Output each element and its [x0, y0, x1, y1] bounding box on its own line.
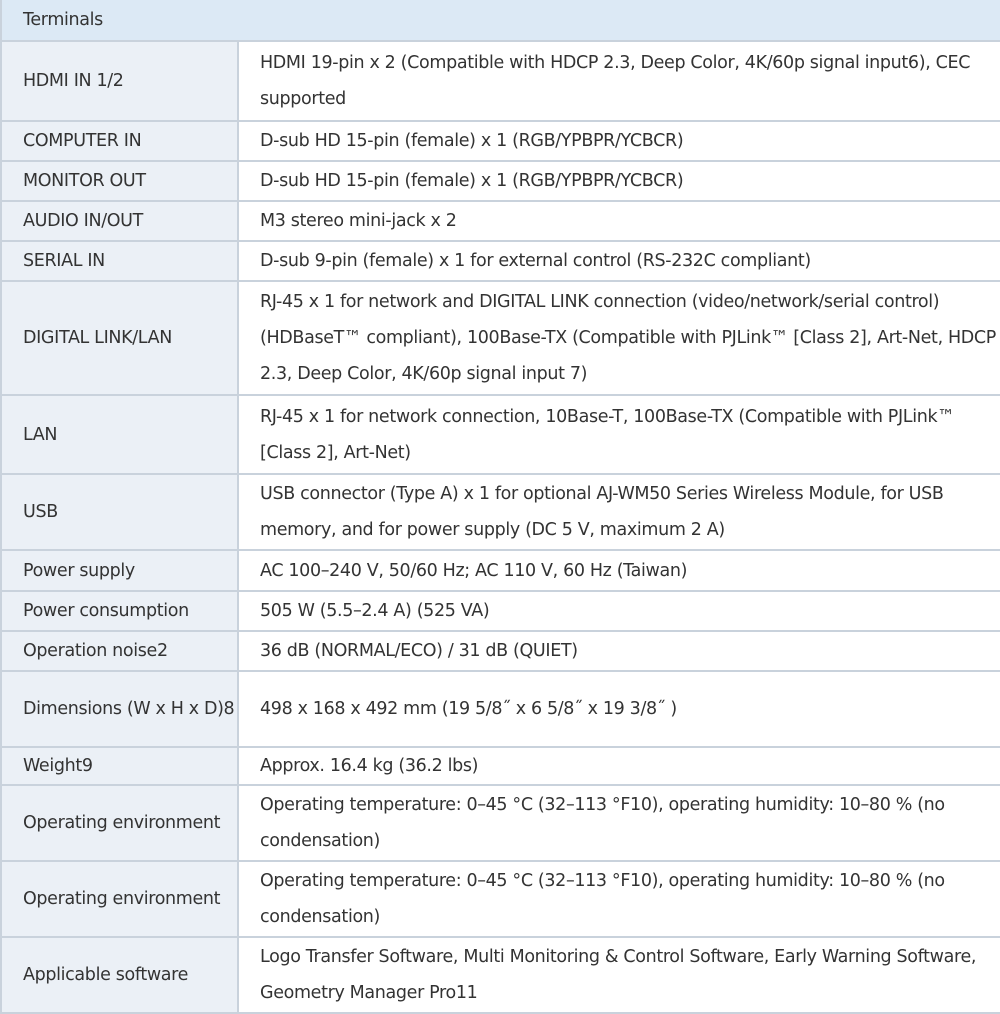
- spec-label: Operation noise2: [1, 631, 238, 671]
- spec-row-operation-noise: [1, 631, 1000, 671]
- spec-value: Operating temperature: 0–45 °C (32–113 °F10), operating humidity: 10–80 % (no condensation): [238, 861, 1000, 937]
- spec-value: D-sub 9-pin (female) x 1 for external control (RS-232C compliant): [238, 241, 1000, 281]
- spec-row-digital-link-lan: [1, 281, 1000, 395]
- spec-label: MONITOR OUT: [1, 161, 238, 201]
- spec-value: RJ-45 x 1 for network connection, 10Base-T, 100Base-TX (Compatible with PJLink™ [Class 2], Art-Net): [238, 395, 1000, 474]
- spec-row-operating-environment: [1, 785, 1000, 861]
- spec-label: Dimensions (W x H x D)8: [1, 671, 238, 747]
- spec-row-power-supply: [1, 550, 1000, 591]
- spec-value: D-sub HD 15-pin (female) x 1 (RGB/YPBPR/YCBCR): [238, 121, 1000, 161]
- spec-label: USB: [1, 474, 238, 550]
- spec-value: AC 100–240 V, 50/60 Hz; AC 110 V, 60 Hz (Taiwan): [238, 550, 1000, 591]
- spec-label: Applicable software: [1, 937, 238, 1013]
- section-title: Terminals: [23, 10, 103, 30]
- spec-value: D-sub HD 15-pin (female) x 1 (RGB/YPBPR/YCBCR): [238, 161, 1000, 201]
- spec-value: 498 x 168 x 492 mm (19 5/8˝ x 6 5/8˝ x 19 3/8˝ ): [238, 671, 1000, 747]
- spec-value: HDMI 19-pin x 2 (Compatible with HDCP 2.3, Deep Color, 4K/60p signal input6), CEC supported: [238, 41, 1000, 121]
- spec-label: Power supply: [1, 550, 238, 591]
- spec-row-weight: [1, 747, 1000, 785]
- spec-value: Logo Transfer Software, Multi Monitoring & Control Software, Early Warning Software, Geometry Manager Pro11: [238, 937, 1000, 1013]
- spec-label: Weight9: [1, 747, 238, 785]
- spec-value: USB connector (Type A) x 1 for optional AJ-WM50 Series Wireless Module, for USB memory, and for power supply (DC 5 V, maximum 2 A): [238, 474, 1000, 550]
- spec-value: 505 W (5.5–2.4 A) (525 VA): [238, 591, 1000, 631]
- spec-label: Operating environment: [1, 785, 238, 861]
- spec-label: LAN: [1, 395, 238, 474]
- spec-row-lan: [1, 395, 1000, 474]
- spec-row-computer-in: [1, 121, 1000, 161]
- spec-value: Approx. 16.4 kg (36.2 lbs): [238, 747, 1000, 785]
- spec-row-hdmi-in: [1, 41, 1000, 121]
- spec-row-power-consumption: [1, 591, 1000, 631]
- spec-value: Operating temperature: 0–45 °C (32–113 °F10), operating humidity: 10–80 % (no condensation): [238, 785, 1000, 861]
- spec-label: Power consumption: [1, 591, 238, 631]
- spec-row-usb: [1, 474, 1000, 550]
- spec-row-audio-in-out: [1, 201, 1000, 241]
- spec-value: RJ-45 x 1 for network and DIGITAL LINK connection (video/network/serial control) (HDBaseT™ compliant), 100Base-TX (Compatible with PJLink™ [Class 2], Art-Net, HDCP 2.3, Deep Color, 4K/60p signal input 7): [238, 281, 1000, 395]
- spec-value: M3 stereo mini-jack x 2: [238, 201, 1000, 241]
- spec-label: Operating environment: [1, 861, 238, 937]
- section-header-cell: [1, 0, 1000, 41]
- section-header-row: [1, 0, 1000, 41]
- spec-label: AUDIO IN/OUT: [1, 201, 238, 241]
- spec-label: SERIAL IN: [1, 241, 238, 281]
- spec-label: COMPUTER IN: [1, 121, 238, 161]
- spec-value: 36 dB (NORMAL/ECO) / 31 dB (QUIET): [238, 631, 1000, 671]
- spec-row-operating-environment-2: [1, 861, 1000, 937]
- spec-row-applicable-software: [1, 937, 1000, 1013]
- spec-label: DIGITAL LINK/LAN: [1, 281, 238, 395]
- spec-label: HDMI IN 1/2: [1, 41, 238, 121]
- spec-row-serial-in: [1, 241, 1000, 281]
- spec-row-monitor-out: [1, 161, 1000, 201]
- spec-row-dimensions: [1, 671, 1000, 747]
